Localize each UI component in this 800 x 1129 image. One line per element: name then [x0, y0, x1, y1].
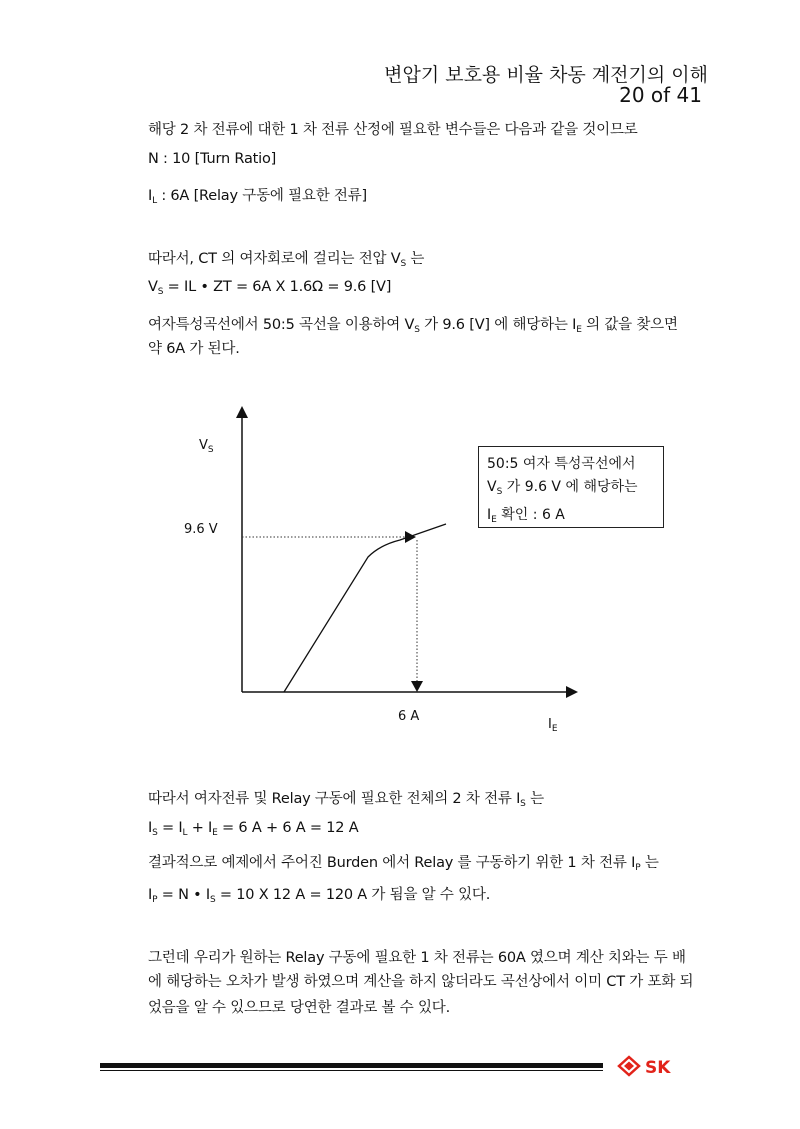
text-line-6: 여자특성곡선에서 50:5 곡선을 이용하여 $V_S$ 가 9.6 [V] 에 해당하는 $I_E$ 의 값을 찾으면 [148, 317, 678, 335]
text-line-3: $I_L$ : 6A [Relay 구동에 필요한 전류] [148, 188, 367, 206]
page-number: 20 of 41 [619, 83, 702, 107]
text-line-4: 따라서, CT 의 여자회로에 걸리는 전압 $V_S$ 는 [148, 251, 425, 269]
text-line-12: 그런데 우리가 원하는 Relay 구동에 필요한 1 차 전류는 60A 였으며 계산 치와는 두 배 [148, 950, 686, 966]
y-axis-label: $V_S$ [199, 438, 214, 455]
guide-arrow-right [405, 531, 416, 543]
x-axis-arrow [566, 686, 578, 698]
callout-box [478, 446, 664, 528]
text-line-13: 에 해당하는 오차가 발생 하였으며 계산을 하지 않더라도 곡선상에서 이미 CT 가 포화 되 [148, 974, 694, 990]
sk-logo-text: SK [645, 1058, 671, 1078]
excitation-curve [284, 524, 446, 692]
sk-logo-icon [617, 1054, 689, 1078]
text-line-7: 약 6A 가 된다. [148, 341, 240, 357]
document-title: 변압기 보호용 비율 차동 계전기의 이해 [384, 64, 708, 86]
guide-arrow-down [411, 681, 423, 692]
text-line-2: N : 10 [Turn Ratio] [148, 151, 277, 167]
callout-line-1: 50:5 여자 특성곡선에서 [487, 456, 636, 472]
equation-is: $I_S = I_L + I_E = 6$ A + 6 A = 12 A [148, 820, 359, 838]
y-axis-arrow [236, 406, 248, 418]
text-line-1: 해당 2 차 전류에 대한 1 차 전류 산정에 필요한 변수들은 다음과 같을 것이므로 [148, 122, 638, 138]
y-mark-label: 9.6 V [184, 522, 218, 537]
text-line-8: 따라서 여자전류 및 Relay 구동에 필요한 전체의 2 차 전류 $I_S$ 는 [148, 791, 544, 809]
text-line-14: 었음을 알 수 있으므로 당연한 결과로 볼 수 있다. [148, 1000, 451, 1016]
equation-vs: $V_S$ = IL • ZT = 6A X 1.6Ω = 9.6 [V] [148, 279, 392, 297]
x-axis-label: $I_E$ [548, 717, 558, 734]
sk-logo [617, 1054, 689, 1082]
text-line-10: 결과적으로 예제에서 주어진 Burden 에서 Relay 를 구동하기 위한 1 차 전류 $I_P$ 는 [148, 855, 659, 873]
callout-line-3: $I_E$ 확인 : 6 A [487, 507, 565, 525]
x-mark-label: 6 A [398, 709, 420, 724]
equation-ip: $I_P = N$ • $I_S = 10$ X 12 A = 120 A 가 됨을 알 수 있다. [148, 887, 491, 905]
footer-rule [100, 1063, 603, 1071]
callout-line-2: $V_S$ 가 9.6 V 에 해당하는 [487, 479, 638, 497]
